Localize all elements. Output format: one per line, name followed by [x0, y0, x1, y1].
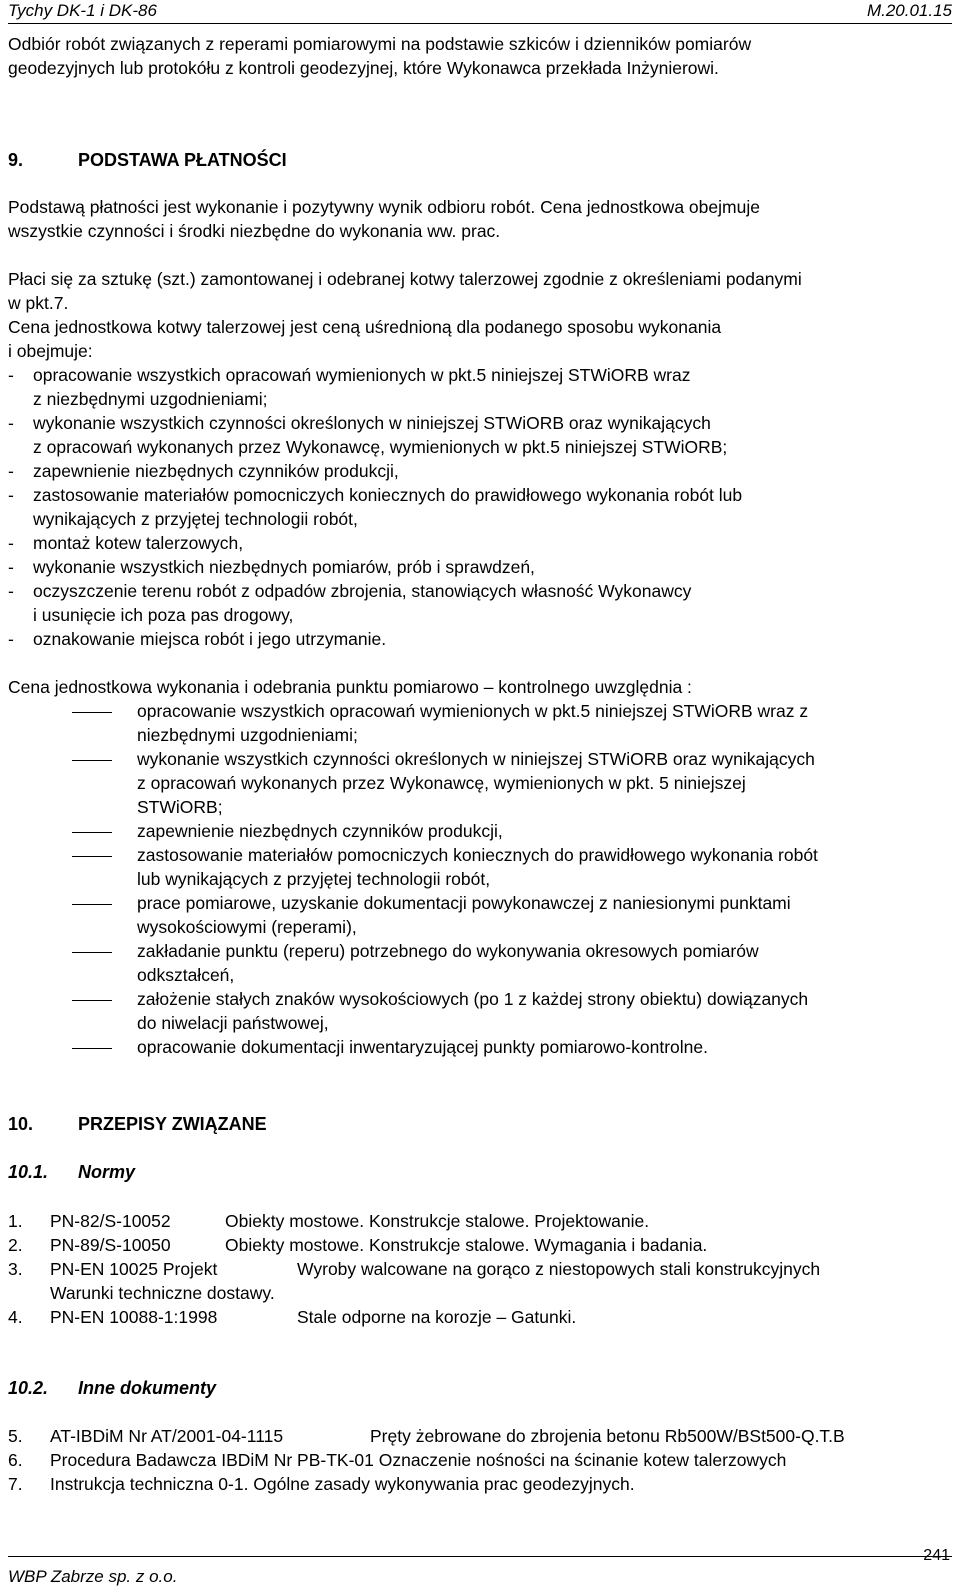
norm-code: PN-82/S-10052	[50, 1211, 171, 1231]
doc-number: 5.	[8, 1426, 23, 1446]
list-dash	[72, 856, 112, 857]
list-dash: -	[8, 365, 14, 385]
subsection-10-2-number: 10.2.	[8, 1378, 49, 1398]
unit-para-line-3: Cena jednostkowa kotwy talerzowej jest ceną uśrednioną dla podanego sposobu wykonania	[8, 317, 722, 337]
unit-para-line-4: i obejmuje:	[8, 341, 93, 361]
section-10-number: 10.	[8, 1114, 34, 1134]
header-code: M.20.01.15	[866, 1, 952, 20]
norm-description: Wyroby walcowane na gorąco z niestopowych stali konstrukcyjnych	[297, 1259, 821, 1279]
payment-para-line-1: Podstawą płatności jest wykonanie i pozytywny wynik odbioru robót. Cena jednostkowa obejmuje	[8, 197, 760, 217]
intro-line-2: geodezyjnych lub protokółu z kontroli geodezyjnej, które Wykonawca przekłada Inżynierowi.	[8, 58, 719, 78]
subsection-10-2-title: Inne dokumenty	[78, 1378, 217, 1398]
list-item: oczyszczenie terenu robót z odpadów zbrojenia, stanowiących własność Wykonawcy	[33, 581, 692, 601]
norm-description: Stale odporne na korozje – Gatunki.	[297, 1307, 577, 1327]
doc-number: 6.	[8, 1450, 23, 1470]
list-item-cont: z niezbędnymi uzgodnieniami;	[33, 389, 268, 409]
list-item: montaż kotew talerzowych,	[33, 533, 244, 553]
section-10-title: PRZEPISY ZWIĄZANE	[78, 1114, 267, 1134]
doc-description: Pręty żebrowane do zbrojenia betonu Rb500W/BSt500-Q.T.B	[370, 1426, 845, 1446]
unit-para-line-2: w pkt.7.	[8, 293, 69, 313]
list-item: opracowanie wszystkich opracowań wymienionych w pkt.5 niniejszej STWiORB wraz	[33, 365, 691, 385]
norm-description: Obiekty mostowe. Konstrukcje stalowe. Projektowanie.	[225, 1211, 650, 1231]
list-item-cont: i usunięcie ich poza pas drogowy,	[33, 605, 294, 625]
norm-number: 2.	[8, 1235, 23, 1255]
norm-code: PN-89/S-10050	[50, 1235, 171, 1255]
list-item: założenie stałych znaków wysokościowych (po 1 z każdej strony obiektu) dowiązanych	[137, 989, 809, 1009]
list-item-cont: wynikających z przyjętej technologii robót,	[33, 509, 358, 529]
header-title: Tychy DK-1 i DK-86	[8, 1, 157, 20]
list-item: wykonanie wszystkich czynności określonych w niniejszej STWiORB oraz wynikających	[33, 413, 711, 433]
payment-para-line-2: wszystkie czynności i środki niezbędne do wykonania ww. prac.	[8, 221, 501, 241]
list-dash	[72, 832, 112, 833]
list-dash: -	[8, 557, 14, 577]
intro-line-1: Odbiór robót związanych z reperami pomiarowymi na podstawie szkiców i dzienników pomiarów	[8, 34, 752, 54]
list-dash	[72, 904, 112, 905]
list-item: prace pomiarowe, uzyskanie dokumentacji powykonawczej z naniesionymi punktami	[137, 893, 791, 913]
list-dash	[72, 1048, 112, 1049]
list-dash: -	[8, 581, 14, 601]
list-item-cont: wysokościowymi (reperami),	[137, 917, 357, 937]
norm-code: PN-EN 10025 Projekt	[50, 1259, 218, 1279]
measuring-point-para: Cena jednostkowa wykonania i odebrania punktu pomiarowo – kontrolnego uwzględnia :	[8, 677, 692, 697]
list-item: opracowanie dokumentacji inwentaryzującej punkty pomiarowo-kontrolne.	[137, 1037, 708, 1057]
list-item: zapewnienie niezbędnych czynników produkcji,	[33, 461, 399, 481]
list-item-cont: z opracowań wykonanych przez Wykonawcę, wymienionych w pkt.5 niniejszej STWiORB;	[33, 437, 728, 457]
list-dash	[72, 1000, 112, 1001]
page-header	[8, 0, 952, 24]
norm-number: 1.	[8, 1211, 23, 1231]
list-item-cont: do niwelacji państwowej,	[137, 1013, 329, 1033]
page-number: 241	[923, 1547, 950, 1564]
doc-number: 7.	[8, 1474, 23, 1494]
unit-para-line-1: Płaci się za sztukę (szt.) zamontowanej i odebranej kotwy talerzowej zgodnie z określeniami podanymi	[8, 269, 802, 289]
list-item-cont: STWiORB;	[137, 797, 223, 817]
list-item: zastosowanie materiałów pomocniczych koniecznych do prawidłowego wykonania robót	[137, 845, 818, 865]
doc-text: Instrukcja techniczna 0-1. Ogólne zasady wykonywania prac geodezyjnych.	[50, 1474, 635, 1494]
norm-number: 3.	[8, 1259, 23, 1279]
list-dash: -	[8, 413, 14, 433]
list-item-cont: niezbędnymi uzgodnieniami;	[137, 725, 358, 745]
norm-description: Obiekty mostowe. Konstrukcje stalowe. Wymagania i badania.	[225, 1235, 708, 1255]
list-dash: -	[8, 533, 14, 553]
section-9-title: PODSTAWA PŁATNOŚCI	[78, 150, 287, 170]
page-footer	[8, 1547, 952, 1591]
list-dash	[72, 760, 112, 761]
section-9-number: 9.	[8, 150, 24, 170]
norm-number: 4.	[8, 1307, 23, 1327]
footer-company: WBP Zabrze sp. z o.o.	[8, 1567, 178, 1586]
list-item-cont: odkształceń,	[137, 965, 235, 985]
list-dash	[72, 952, 112, 953]
subsection-10-1-title: Normy	[78, 1162, 136, 1182]
list-item: opracowanie wszystkich opracowań wymienionych w pkt.5 niniejszej STWiORB wraz z	[137, 701, 809, 721]
list-item: zapewnienie niezbędnych czynników produkcji,	[137, 821, 503, 841]
list-dash	[72, 712, 112, 713]
list-item: wykonanie wszystkich czynności określonych w niniejszej STWiORB oraz wynikających	[137, 749, 815, 769]
list-item: wykonanie wszystkich niezbędnych pomiarów, prób i sprawdzeń,	[33, 557, 535, 577]
list-dash: -	[8, 485, 14, 505]
list-dash: -	[8, 461, 14, 481]
list-item-cont: z opracowań wykonanych przez Wykonawcę, wymienionych w pkt. 5 niniejszej	[137, 773, 746, 793]
subsection-10-1-number: 10.1.	[8, 1162, 49, 1182]
list-item-cont: lub wynikających z przyjętej technologii robót,	[137, 869, 491, 889]
list-item: zastosowanie materiałów pomocniczych koniecznych do prawidłowego wykonania robót lub	[33, 485, 743, 505]
doc-code: AT-IBDiM Nr AT/2001-04-1115	[50, 1426, 284, 1446]
doc-text: Procedura Badawcza IBDiM Nr PB-TK-01 Oznaczenie nośności na ścinanie kotew talerzowych	[50, 1450, 787, 1470]
list-dash: -	[8, 629, 14, 649]
list-item: oznakowanie miejsca robót i jego utrzymanie.	[33, 629, 387, 649]
norm-code: PN-EN 10088-1:1998	[50, 1307, 218, 1327]
norm-description-cont: Warunki techniczne dostawy.	[50, 1283, 275, 1303]
list-item: zakładanie punktu (reperu) potrzebnego do wykonywania okresowych pomiarów	[137, 941, 759, 961]
